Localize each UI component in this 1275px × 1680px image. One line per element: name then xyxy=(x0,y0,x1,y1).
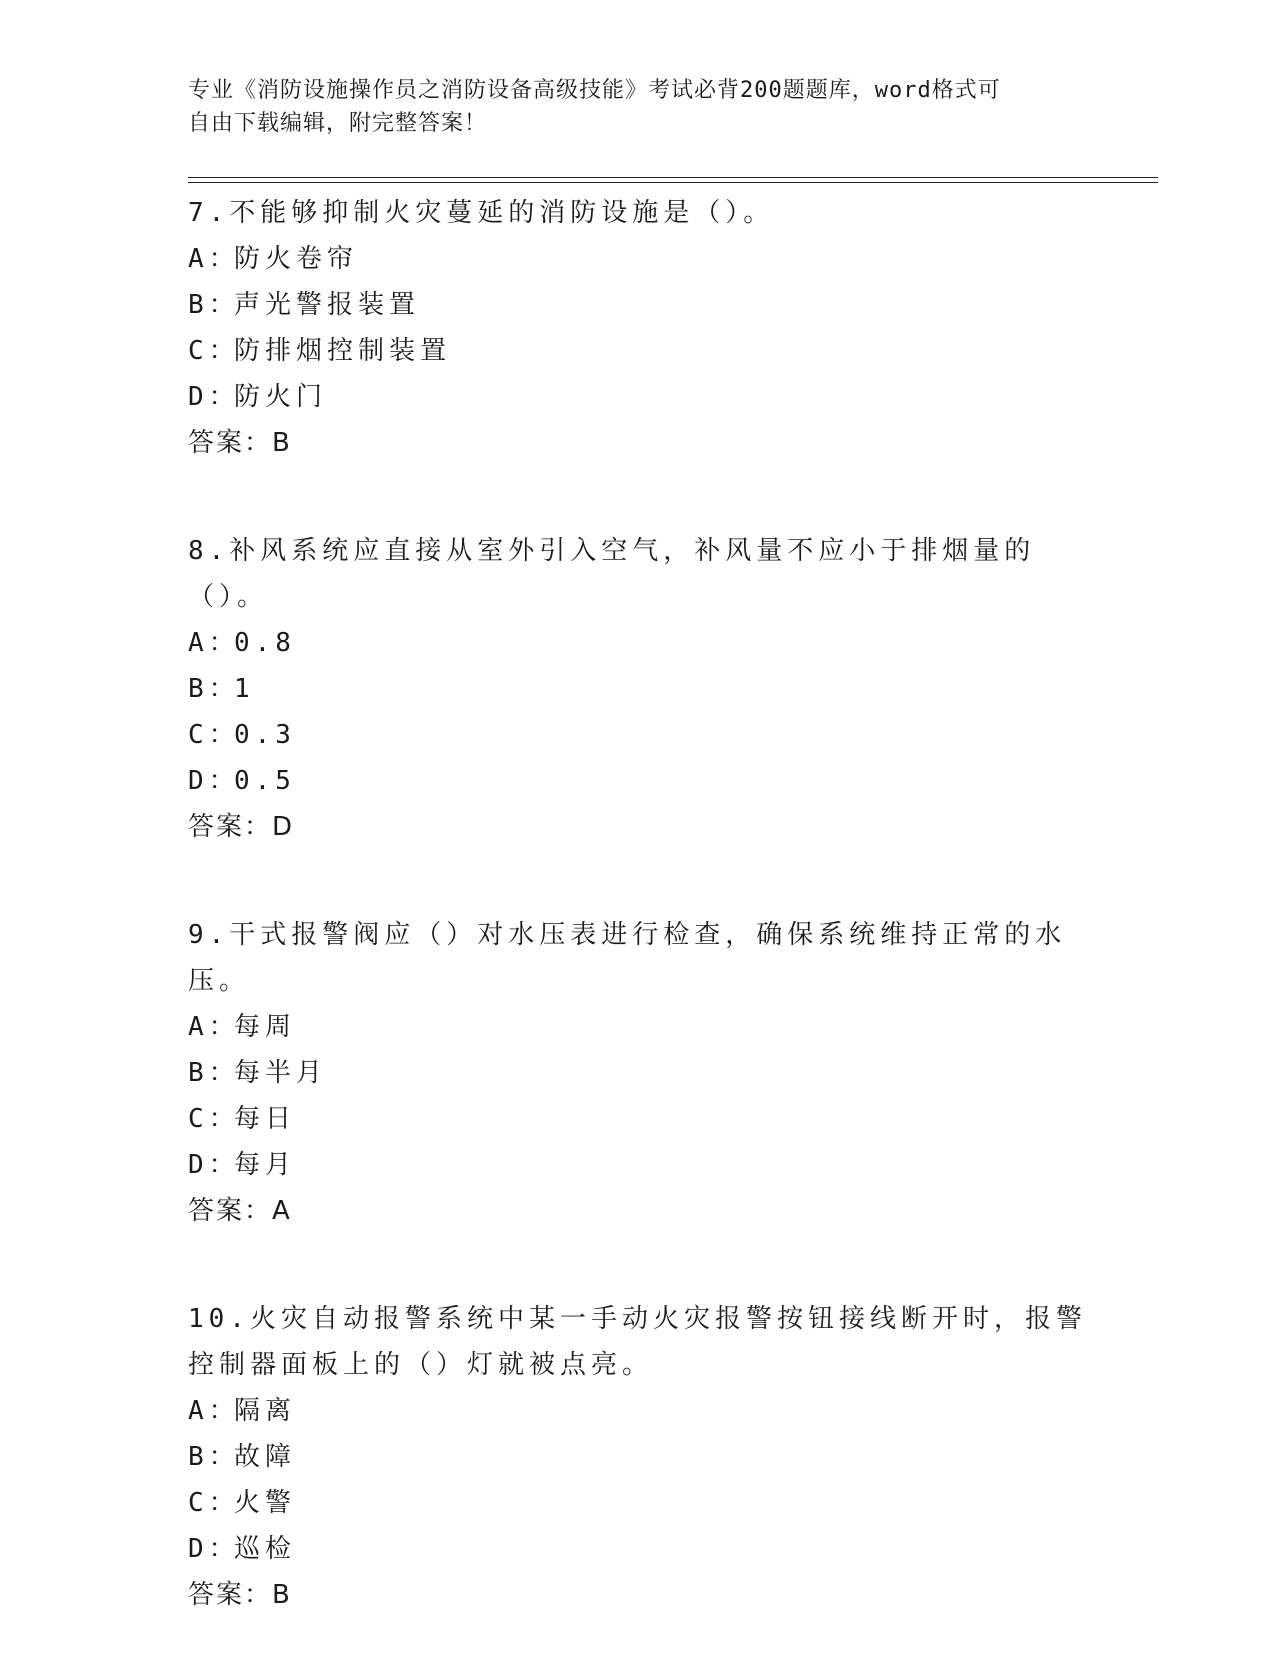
option-text: 每半月 xyxy=(234,1058,328,1088)
question-9 xyxy=(188,912,1088,1234)
question-8 xyxy=(188,528,1088,850)
document-header xyxy=(188,74,1088,140)
option-letter: D： xyxy=(188,766,240,796)
option-letter: C： xyxy=(188,1488,240,1518)
option-d xyxy=(188,1526,1088,1572)
option-letter: A： xyxy=(188,1012,240,1042)
header-divider-top xyxy=(188,177,1158,178)
question-stem: 10.火灾自动报警系统中某一手动火灾报警按钮接线断开时，报警控制器面板上的（）灯就被点亮。 xyxy=(188,1304,1087,1380)
option-letter: D： xyxy=(188,1150,240,1180)
option-b xyxy=(188,666,1088,712)
option-letter: A： xyxy=(188,628,240,658)
option-a xyxy=(188,620,1088,666)
option-text: 0.8 xyxy=(234,628,296,658)
option-a xyxy=(188,1388,1088,1434)
answer-line: 答案：A xyxy=(188,1196,292,1226)
option-letter: A： xyxy=(188,244,240,274)
option-b xyxy=(188,1050,1088,1096)
option-b xyxy=(188,1434,1088,1480)
option-letter: B： xyxy=(188,1442,240,1472)
option-letter: D： xyxy=(188,382,240,412)
option-letter: B： xyxy=(188,674,240,704)
option-text: 防排烟控制装置 xyxy=(234,336,452,366)
question-list xyxy=(188,190,1088,1680)
option-text: 声光警报装置 xyxy=(234,290,421,320)
option-letter: B： xyxy=(188,1058,240,1088)
option-c xyxy=(188,328,1088,374)
header-divider-bottom xyxy=(188,182,1158,183)
option-c xyxy=(188,1096,1088,1142)
question-stem: 9.干式报警阀应（）对水压表进行检查，确保系统维持正常的水压。 xyxy=(188,920,1067,996)
option-d xyxy=(188,758,1088,804)
option-letter: D： xyxy=(188,1534,240,1564)
option-a xyxy=(188,236,1088,282)
option-d xyxy=(188,1142,1088,1188)
option-d xyxy=(188,374,1088,420)
option-text: 每周 xyxy=(234,1012,297,1042)
option-text: 故障 xyxy=(234,1442,297,1472)
header-line-1: 专业《消防设施操作员之消防设备高级技能》考试必背200题题库，word格式可 xyxy=(188,78,1001,103)
option-text: 0.3 xyxy=(234,720,296,750)
option-text: 每日 xyxy=(234,1104,297,1134)
option-c xyxy=(188,1480,1088,1526)
option-text: 每月 xyxy=(234,1150,297,1180)
header-line-2: 自由下载编辑，附完整答案！ xyxy=(188,111,488,136)
option-a xyxy=(188,1004,1088,1050)
option-text: 0.5 xyxy=(234,766,296,796)
question-stem: 8.补风系统应直接从室外引入空气，补风量不应小于排烟量的（）。 xyxy=(188,536,1036,612)
option-c xyxy=(188,712,1088,758)
option-text: 1 xyxy=(234,674,255,704)
answer-line: 答案：B xyxy=(188,428,292,458)
answer-line: 答案：D xyxy=(188,812,295,842)
option-b xyxy=(188,282,1088,328)
option-text: 巡检 xyxy=(234,1534,297,1564)
option-letter: C： xyxy=(188,720,240,750)
answer-line: 答案：B xyxy=(188,1580,292,1610)
question-stem: 7.不能够抑制火灾蔓延的消防设施是（）。 xyxy=(188,198,775,228)
option-letter: A： xyxy=(188,1396,240,1426)
option-letter: C： xyxy=(188,336,240,366)
option-letter: B： xyxy=(188,290,240,320)
option-text: 防火卷帘 xyxy=(234,244,359,274)
option-text: 火警 xyxy=(234,1488,297,1518)
option-text: 防火门 xyxy=(234,382,328,412)
question-7 xyxy=(188,190,1088,466)
question-10 xyxy=(188,1296,1088,1618)
option-text: 隔离 xyxy=(234,1396,297,1426)
option-letter: C： xyxy=(188,1104,240,1134)
